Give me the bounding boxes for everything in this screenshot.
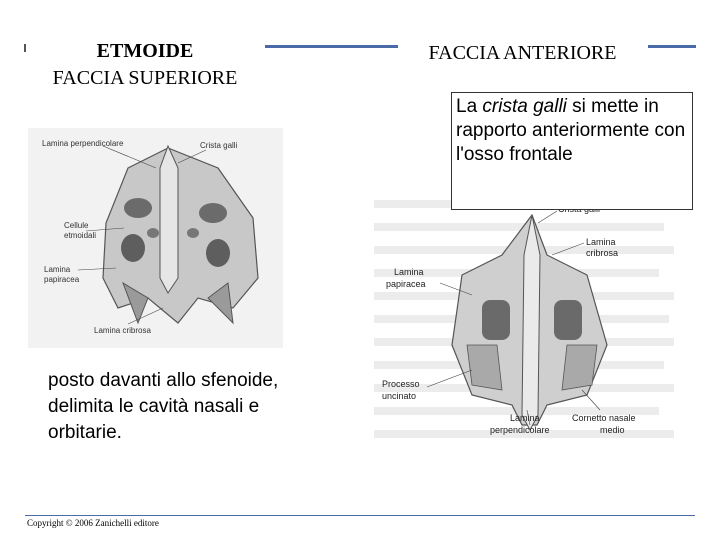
label-lamina-perp-2: perpendicolare xyxy=(490,425,550,435)
left-title-line1: ETMOIDE xyxy=(96,40,194,62)
label-lamina-papiracea-2: papiracea xyxy=(386,279,426,289)
label-lamina-perp-1: Lamina xyxy=(510,413,540,423)
title-rule-right xyxy=(648,45,696,48)
title-rule-left xyxy=(265,45,398,48)
cell-cavity xyxy=(554,300,582,340)
label-processo: Processo xyxy=(382,379,420,389)
label-lamina-cribrosa-1: Lamina xyxy=(586,237,616,247)
label-lamina: Lamina xyxy=(44,265,71,274)
label-crista-galli: Crista galli xyxy=(200,141,238,150)
caption-text: posto davanti allo sfenoide, delimita le cavità nasali e orbitarie. xyxy=(48,370,279,443)
cell-cavity xyxy=(147,228,159,238)
label-lamina-cribrosa: Lamina cribrosa xyxy=(94,326,151,335)
cell-cavity xyxy=(482,300,510,340)
label-cornetto-1: Cornetto nasale xyxy=(572,413,636,423)
copyright: Copyright © 2006 Zanichelli editore xyxy=(27,518,159,528)
callout-text-before: La xyxy=(456,96,483,117)
label-lamina-perpendicolare: Lamina perpendicolare xyxy=(42,139,124,148)
cell-cavity xyxy=(121,234,145,262)
uncinate-process xyxy=(467,345,502,390)
cell-cavity xyxy=(124,198,152,218)
left-title-line2: FACCIA SUPERIORE xyxy=(52,67,238,89)
right-title: FACCIA ANTERIORE xyxy=(428,42,617,64)
left-title xyxy=(20,38,270,92)
cell-cavity xyxy=(199,203,227,223)
cell-cavity xyxy=(187,228,199,238)
crista-galli-callout xyxy=(451,92,693,210)
label-lamina-papiracea-1: Lamina xyxy=(394,267,424,277)
label-etmoidali: etmoidali xyxy=(64,231,97,240)
ethmoid-superior-figure xyxy=(28,128,283,348)
leader-line xyxy=(538,211,557,223)
middle-turbinate xyxy=(562,345,597,390)
label-cellule: Cellule xyxy=(64,221,89,230)
cell-cavity xyxy=(206,239,230,267)
label-lamina-cribrosa-2: cribrosa xyxy=(586,248,619,258)
footer-rule xyxy=(25,515,695,516)
callout-italic: crista galli xyxy=(482,96,567,117)
label-papiracea: papiracea xyxy=(44,275,80,284)
callout-text-after: si mette in rapporto anteriormente con l'osso frontale xyxy=(456,96,686,165)
label-uncinato: uncinato xyxy=(382,391,417,401)
ethmoid-anterior-figure xyxy=(372,195,677,445)
label-cornetto-2: medio xyxy=(600,425,625,435)
crista-galli-shape xyxy=(160,146,178,293)
